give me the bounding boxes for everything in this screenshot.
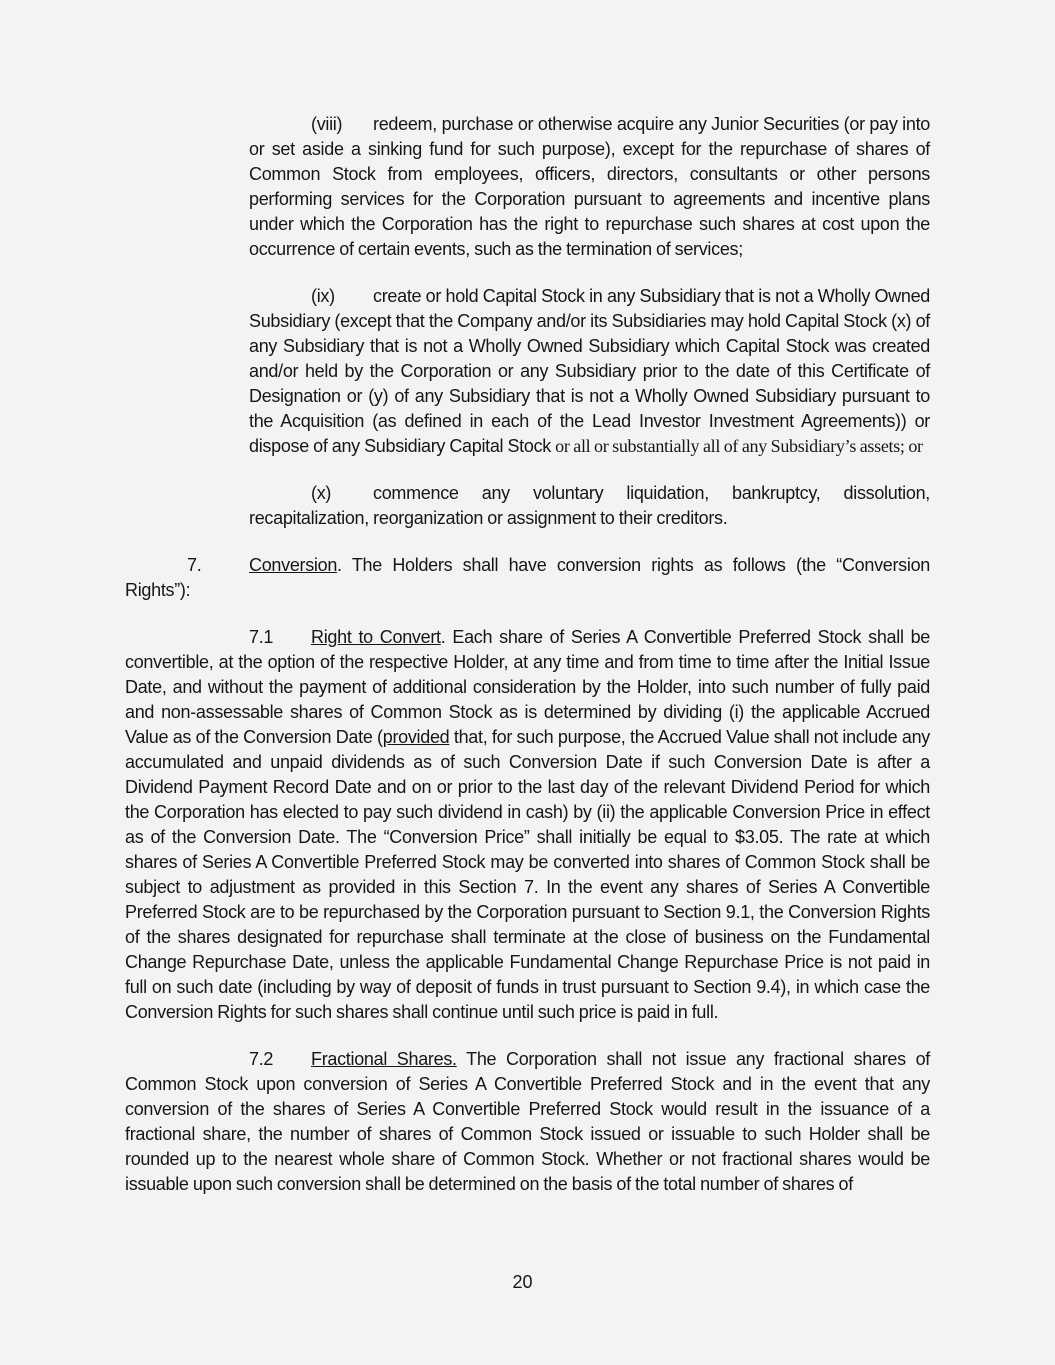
section-7-2-heading: Fractional Shares. [311,1049,457,1069]
section-7-1-text-after-provided: that, for such purpose, the Accrued Value shall not include any accumulated and unpaid dividends as of such Conversion Date if such Conversion Date is after a Dividend Payment Record Date and on or prior to the last day of the relevant Dividend Period for which the Corporation has elected to pay such dividend in cash) by (ii) the applicable Conversion Price in effect as of the Conversion Date. The “Conversion Price” shall initially be equal to $3.05. The rate at which shares of Series A Convertible Preferred Stock may be converted into shares of Common Stock shall be subject to adjustment as provided in this Section 7. In the event any shares of Series A Convertible Preferred Stock are to be repurchased by the Corporation pursuant to Section 9.1, the Conversion Rights of the shares designated for repurchase shall terminate at the close of business on the Fundamental Change Repurchase Date, unless the applicable Fundamental Change Repurchase Price is not paid in full on such date (including by way of deposit of funds in trust pursuant to Section 9.4), in which case the Conversion Rights for such shares shall continue until such price is paid in full. [125,727,930,1022]
document-content [125,112,930,1219]
clause-x-paragraph [249,481,930,531]
clause-ix-text: create or hold Capital Stock in any Subsidiary that is not a Wholly Owned Subsidiary (except that the Company and/or its Subsidiaries may hold Capital Stock (x) of any Subsidiary that is not a Wholly Owned Subsidiary which Capital Stock was created and/or held by the Corporation or any Subsidiary prior to the date of this Certificate of Designation or (y) of any Subsidiary that is not a Wholly Owned Subsidiary pursuant to the Acquisition (as defined in each of the Lead Investor Investment Agreements)) or dispose of any Subsidiary Capital Stock [249,286,930,456]
section-7-1-number: 7.1 [249,627,274,647]
section-7-1-text-before-provided: . Each share of Series A Convertible Preferred Stock shall be convertible, at the option of the respective Holder, at any time and from time to time after the Initial Issue Date, and without the payment of additional consideration by the Holder, into such number of fully paid and non-assessable shares of Common Stock as is determined by dividing (i) the applicable Accrued Value as of the Conversion Date ( [125,627,930,747]
clause-viii-paragraph [249,112,930,262]
section-7-heading: Conversion [249,555,338,575]
clause-ix-number: (ix) [311,286,335,306]
clause-x-number: (x) [311,483,332,503]
section-7-1-heading: Right to Convert [311,627,441,647]
section-7-paragraph [125,553,930,603]
section-7-1-underlined-term: provided [382,727,450,747]
clause-ix-serif-tail: or all or substantially all of any Subsidiary’s assets; or [555,436,923,456]
section-7-text: . The Holders shall have conversion rights as follows (the “Conversion Rights”): [125,555,930,600]
clause-viii-number: (viii) [311,114,343,134]
section-7-2-number: 7.2 [249,1049,274,1069]
section-7-number: 7. [187,555,202,575]
page-number: 20 [512,1272,533,1292]
clause-ix-paragraph [249,284,930,459]
section-7-2-paragraph [125,1047,930,1197]
section-7-1-paragraph [125,625,930,1025]
section-7-2-text: The Corporation shall not issue any fractional shares of Common Stock upon conversion of Series A Convertible Preferred Stock and in the event that any conversion of the shares of Series A Convertible Preferred Stock would result in the issuance of a fractional share, the number of shares of Common Stock issued or issuable to such Holder shall be rounded up to the nearest whole share of Common Stock. Whether or not fractional shares would be issuable upon such conversion shall be determined on the basis of the total number of shares of [125,1049,930,1194]
clause-x-text: commence any voluntary liquidation, bankruptcy, dissolution, recapitalization, reorganization or assignment to their creditors. [249,483,930,528]
clause-viii-text: redeem, purchase or otherwise acquire any Junior Securities (or pay into or set aside a sinking fund for such purpose), except for the repurchase of shares of Common Stock from employees, officers, directors, consultants or other persons performing services for the Corporation pursuant to agreements and incentive plans under which the Corporation has the right to repurchase such shares at cost upon the occurrence of certain events, such as the termination of services; [249,114,930,259]
